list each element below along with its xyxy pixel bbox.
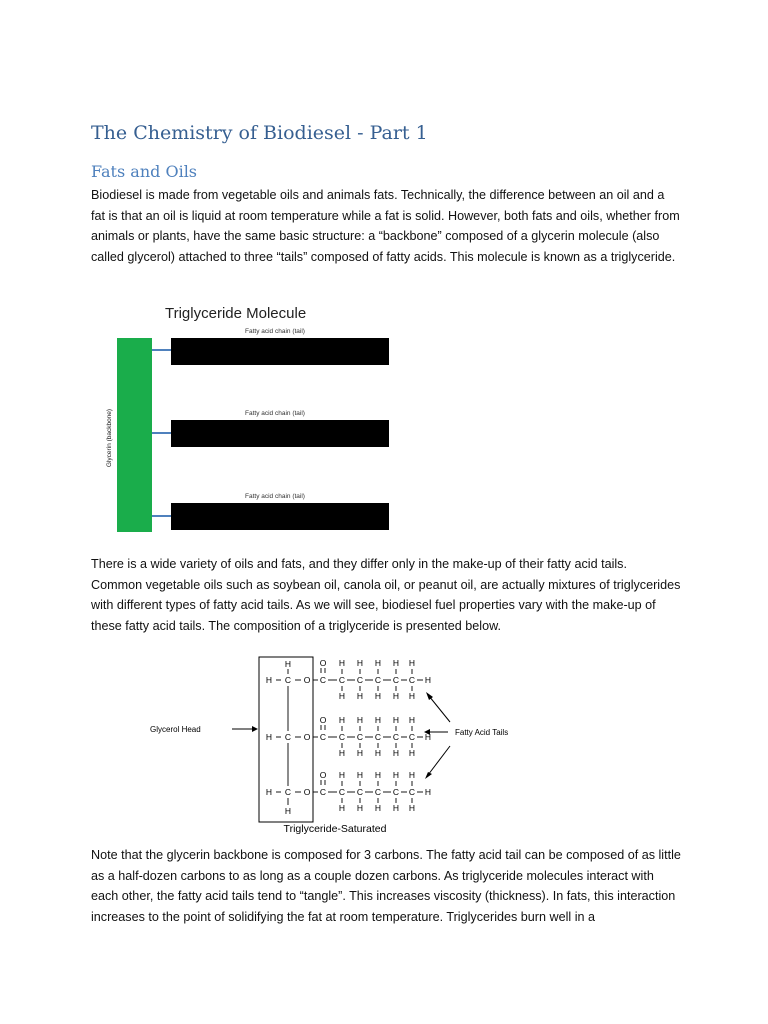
c-atom: C — [319, 732, 327, 742]
h-atom: H — [284, 659, 292, 669]
c-atom: C — [319, 675, 327, 685]
h-atom: H — [392, 770, 400, 780]
tail-label-2: Fatty acid chain (tail) — [245, 410, 305, 417]
o-atom: O — [319, 770, 327, 780]
h-atom: H — [356, 658, 364, 668]
triglyceride-structure-figure — [140, 652, 530, 838]
h-atom: H — [392, 748, 400, 758]
tail-label-1: Fatty acid chain (tail) — [245, 328, 305, 335]
triglyceride-molecule-figure — [106, 300, 399, 536]
c-atom: C — [284, 732, 292, 742]
c-atom: C — [284, 787, 292, 797]
h-atom: H — [392, 658, 400, 668]
figure-title: Triglyceride Molecule — [165, 305, 307, 322]
h-atom: H — [338, 748, 346, 758]
c-atom: C — [356, 787, 364, 797]
paragraph-note: Note that the glycerin backbone is composed for 3 carbons. The fatty acid tail can be composed of as little as a half-dozen carbons to as long as a couple dozen carbons. As triglyceride molecules interact with each other, the fatty acid tails tend to “tangle”. This increases viscosity (thickness). In fats, this interaction increases to the point of solidifying the fat at room temperature. Triglycerides burn well in a — [91, 848, 681, 924]
c-atom: C — [392, 675, 400, 685]
h-atom: H — [284, 806, 292, 816]
h-atom: H — [392, 715, 400, 725]
h-atom: H — [408, 770, 416, 780]
c-atom: C — [374, 787, 382, 797]
h-atom: H — [338, 803, 346, 813]
h-atom: H — [408, 691, 416, 701]
h-atom: H — [408, 658, 416, 668]
c-atom: C — [356, 732, 364, 742]
h-atom: H — [374, 658, 382, 668]
section-heading: Fats and Oils — [91, 162, 198, 181]
h-atom: H — [338, 658, 346, 668]
tails-arrow-top — [429, 696, 450, 722]
h-atom: H — [408, 748, 416, 758]
h-atom: H — [356, 748, 364, 758]
h-atom: H — [338, 691, 346, 701]
h-atom: H — [392, 691, 400, 701]
h-atom: H — [356, 770, 364, 780]
o-atom: O — [319, 658, 327, 668]
c-atom: C — [374, 675, 382, 685]
c-atom: C — [356, 675, 364, 685]
o-atom: O — [303, 787, 311, 797]
page-title: The Chemistry of Biodiesel - Part 1 — [91, 122, 428, 144]
structure-caption: Triglyceride-Saturated — [283, 823, 387, 835]
c-atom: C — [392, 787, 400, 797]
h-atom: H — [356, 715, 364, 725]
fatty-acid-tail-1 — [171, 338, 389, 365]
h-atom: H — [265, 732, 273, 742]
paragraph-variety: There is a wide variety of oils and fats, and they differ only in the make-up of their fatty acid tails. Common vegetable oils such as soybean oil, canola oil, or peanut oil, are actually mixtures of triglycerides with different types of fatty acid tails. As we will see, biodiesel fuel properties vary with the make-up of these fatty acid tails. The composition of a triglyceride is presented below. — [91, 557, 681, 633]
h-atom: H — [374, 691, 382, 701]
h-atom: H — [408, 715, 416, 725]
fatty-acid-tail-2 — [171, 420, 389, 447]
o-atom: O — [303, 732, 311, 742]
h-atom: H — [374, 803, 382, 813]
h-atom: H — [424, 787, 432, 797]
c-atom: C — [374, 732, 382, 742]
c-atom: C — [338, 675, 346, 685]
c-atom: C — [319, 787, 327, 797]
glycerol-head-label: Glycerol Head — [150, 725, 201, 734]
glycerin-backbone — [117, 338, 152, 532]
h-atom: H — [356, 803, 364, 813]
o-atom: O — [319, 715, 327, 725]
c-atom: C — [408, 732, 416, 742]
paragraph-intro: Biodiesel is made from vegetable oils and animals fats. Technically, the difference between an oil and a fat is that an oil is liquid at room temperature while a fat is solid. However, both fats and oils, whether from animals or plants, have the same basic structure: a “backbone” composed of a glycerin molecule (also called glycerol) attached to three “tails” composed of fatty acids. This molecule is known as a triglyceride. — [91, 188, 680, 264]
c-atom: C — [338, 732, 346, 742]
h-atom: H — [392, 803, 400, 813]
c-atom: C — [392, 732, 400, 742]
c-atom: C — [338, 787, 346, 797]
h-atom: H — [424, 675, 432, 685]
h-atom: H — [338, 715, 346, 725]
structural-formula — [266, 658, 431, 816]
h-atom: H — [408, 803, 416, 813]
h-atom: H — [356, 691, 364, 701]
h-atom: H — [265, 675, 273, 685]
h-atom: H — [374, 748, 382, 758]
h-atom: H — [265, 787, 273, 797]
o-atom: O — [303, 675, 311, 685]
fatty-acid-tail-3 — [171, 503, 389, 530]
h-atom: H — [338, 770, 346, 780]
h-atom: H — [374, 715, 382, 725]
fatty-acid-tails-label: Fatty Acid Tails — [455, 728, 509, 737]
tails-arrow-bottom — [428, 746, 450, 775]
tail-label-3: Fatty acid chain (tail) — [245, 493, 305, 500]
tails-arrowhead-bottom — [425, 772, 432, 779]
tails-arrowhead-top — [426, 692, 433, 700]
h-atom: H — [424, 732, 432, 742]
backbone-label: Glycerin (backbone) — [106, 408, 113, 468]
c-atom: C — [284, 675, 292, 685]
h-atom: H — [374, 770, 382, 780]
glycerol-arrowhead — [252, 726, 258, 732]
c-atom: C — [408, 787, 416, 797]
c-atom: C — [408, 675, 416, 685]
